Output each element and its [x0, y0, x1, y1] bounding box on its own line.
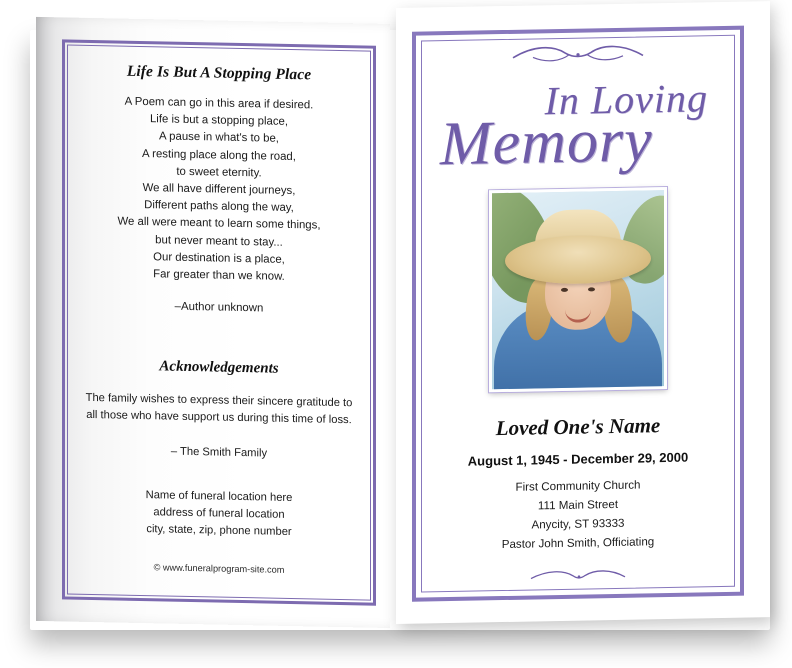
service-line: Anycity, ST 93333 [531, 516, 625, 532]
script-memory: Memory [440, 106, 653, 179]
acknowledgements-body [76, 390, 362, 430]
poem-line: to sweet eternity. [176, 165, 262, 180]
loved-one-name: Loved One's Name [495, 413, 661, 441]
left-content [76, 62, 362, 592]
site-credit: © www.funeralprogram-site.com [153, 562, 285, 576]
script-in-loving: In Loving [544, 75, 708, 124]
poem-line: A pause in what's to be, [159, 130, 279, 146]
poem-line: but never meant to stay... [155, 233, 283, 249]
service-details [430, 474, 726, 555]
venue-line: address of funeral location [153, 506, 285, 522]
poem-line: We all have different journeys, [142, 182, 296, 198]
poem-line: Different paths along the way, [144, 199, 294, 215]
portrait-photo [489, 187, 667, 392]
venue-block [76, 486, 362, 543]
poem-line: We all were meant to learn some things, [117, 215, 321, 233]
life-dates: August 1, 1945 - December 29, 2000 [467, 449, 689, 469]
poem-body [76, 93, 362, 288]
left-page-inner [62, 39, 376, 605]
venue-line: Name of funeral location here [145, 489, 293, 505]
acknowledgements-line: all those who have support us during this time of loss. [86, 409, 352, 427]
poem-author: –Author unknown [174, 300, 264, 315]
poem-line: Our destination is a place, [153, 251, 285, 266]
venue-line: city, state, zip, phone number [146, 523, 292, 539]
acknowledgements-line: The family wishes to express their sincere gratitude to [85, 392, 353, 410]
front-cover-inner [412, 26, 744, 602]
cover-script-block [430, 68, 726, 185]
acknowledgements-title: Acknowledgements [159, 358, 279, 377]
service-line: Pastor John Smith, Officiating [501, 535, 655, 552]
poem-line: A resting place along the road, [142, 147, 296, 163]
poem-line: A Poem can go in this area if desired. [124, 95, 314, 112]
flourish-bottom-icon [430, 566, 726, 597]
cover-content [430, 40, 726, 591]
poem-title: Life Is But A Stopping Place [126, 62, 312, 84]
service-line: First Community Church [515, 478, 641, 494]
left-page [36, 17, 390, 628]
flourish-top-icon [430, 40, 726, 71]
front-cover-page [396, 1, 770, 624]
poem-line: Far greater than we know. [153, 268, 285, 283]
service-line: 111 Main Street [537, 497, 619, 513]
family-signature: – The Smith Family [170, 445, 268, 460]
poem-line: Life is but a stopping place, [149, 113, 289, 129]
